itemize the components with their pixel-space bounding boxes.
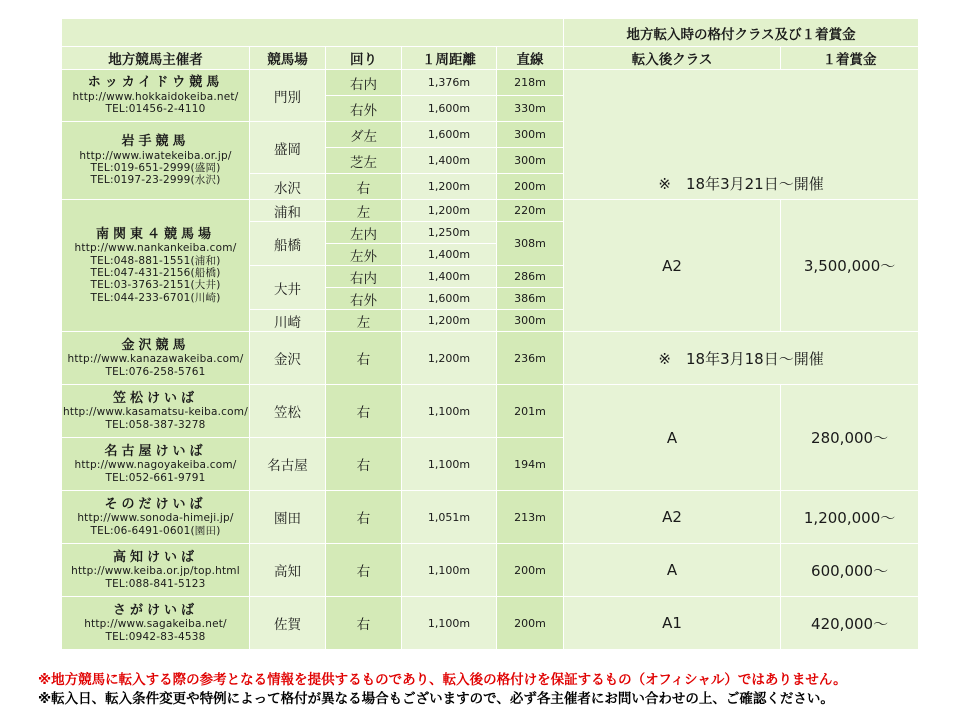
table-row — [62, 385, 919, 438]
prize-cell: 420,000～ — [781, 597, 919, 650]
kanazawa-note-cell: ※ 18年3月18日～開催 — [564, 332, 919, 385]
org-url: http://www.nagoyakeiba.com/ — [74, 459, 237, 472]
venue-cell: 大井 — [250, 266, 326, 310]
dist-cell: 1,051m — [402, 491, 497, 544]
dir-cell: 左内 — [326, 222, 402, 244]
org-tel: TEL:0197-23-2999(水沢) — [90, 174, 221, 187]
dir-cell: 芝左 — [326, 148, 402, 174]
org-url: http://www.kasamatsu-keiba.com/ — [63, 406, 248, 419]
org-name: 金沢競馬 — [121, 337, 190, 353]
org-name: 南関東４競馬場 — [95, 226, 215, 242]
dist-cell: 1,600m — [402, 288, 497, 310]
venue-cell: 笠松 — [250, 385, 326, 438]
class-cell: A — [564, 385, 781, 491]
dist-cell: 1,100m — [402, 438, 497, 491]
dist-cell: 1,200m — [402, 310, 497, 332]
dist-cell: 1,400m — [402, 244, 497, 266]
dist-cell: 1,376m — [402, 70, 497, 96]
venue-cell: 園田 — [250, 491, 326, 544]
col-header-dir: 回り — [326, 47, 402, 70]
prize-cell: 1,200,000～ — [781, 491, 919, 544]
org-tel: TEL:06-6491-0601(園田) — [90, 524, 221, 537]
straight-cell: 300m — [497, 148, 564, 174]
dist-cell: 1,400m — [402, 148, 497, 174]
prize-cell: 280,000～ — [781, 385, 919, 491]
dist-cell: 1,100m — [402, 385, 497, 438]
straight-cell: 386m — [497, 288, 564, 310]
straight-cell: 218m — [497, 70, 564, 96]
class-cell: A1 — [564, 597, 781, 650]
org-url: http://www.sonoda-himeji.jp/ — [77, 512, 234, 525]
dir-cell: 右 — [326, 491, 402, 544]
dir-cell: ダ左 — [326, 122, 402, 148]
dir-cell: 右 — [326, 332, 402, 385]
col-header-straight: 直線 — [497, 47, 564, 70]
straight-cell: 300m — [497, 310, 564, 332]
dist-cell: 1,600m — [402, 122, 497, 148]
dir-cell: 右内 — [326, 70, 402, 96]
org-cell — [62, 491, 250, 544]
table-row — [62, 332, 919, 385]
venue-cell: 名古屋 — [250, 438, 326, 491]
venue-cell: 水沢 — [250, 174, 326, 200]
dir-cell: 右 — [326, 438, 402, 491]
org-name: そのだけいば — [104, 496, 207, 512]
dist-cell: 1,100m — [402, 544, 497, 597]
table-row — [62, 70, 919, 96]
org-tel: TEL:044-233-6701(川崎) — [90, 291, 221, 304]
straight-cell: 220m — [497, 200, 564, 222]
dist-cell: 1,200m — [402, 200, 497, 222]
dir-cell: 右 — [326, 385, 402, 438]
dir-cell: 左外 — [326, 244, 402, 266]
dir-cell: 右外 — [326, 96, 402, 122]
org-tel: TEL:048-881-1551(浦和) — [90, 254, 221, 267]
org-name: さがけいば — [112, 602, 198, 618]
org-url: http://www.sagakeiba.net/ — [84, 618, 227, 631]
dist-cell: 1,100m — [402, 597, 497, 650]
straight-cell: 286m — [497, 266, 564, 288]
caution-note: ※転入日、転入条件変更や特例によって格付が異なる場合もございますので、必ず各主催者にお問い合わせの上、ご確認ください。 — [38, 691, 834, 707]
org-name: 岩手競馬 — [121, 134, 190, 150]
venue-cell: 浦和 — [250, 200, 326, 222]
org-tel: TEL:019-651-2999(盛岡) — [90, 161, 221, 174]
col-header-prize: １着賞金 — [781, 47, 919, 70]
org-url: http://www.kanazawakeiba.com/ — [67, 353, 244, 366]
table-row — [62, 597, 919, 650]
org-name: 高知けいば — [112, 549, 198, 565]
col-header-org: 地方競馬主催者 — [62, 47, 250, 70]
dir-cell: 左 — [326, 310, 402, 332]
straight-cell: 201m — [497, 385, 564, 438]
straight-cell: 330m — [497, 96, 564, 122]
org-tel: TEL:03-3763-2151(大井) — [90, 279, 221, 292]
racecourse-table — [61, 18, 919, 650]
org-cell — [62, 70, 250, 122]
venue-cell: 金沢 — [250, 332, 326, 385]
org-name: ホッカイドウ競馬 — [87, 75, 224, 91]
venue-cell: 盛岡 — [250, 122, 326, 174]
venue-cell: 川崎 — [250, 310, 326, 332]
straight-cell: 200m — [497, 544, 564, 597]
dir-cell: 右 — [326, 174, 402, 200]
header-row — [62, 47, 919, 70]
org-cell — [62, 544, 250, 597]
straight-cell: 213m — [497, 491, 564, 544]
col-header-dist: １周距離 — [402, 47, 497, 70]
org-cell — [62, 438, 250, 491]
dist-cell: 1,200m — [402, 332, 497, 385]
dir-cell: 右 — [326, 544, 402, 597]
table-row — [62, 544, 919, 597]
org-url: http://www.keiba.or.jp/top.html — [71, 565, 240, 578]
col-header-venue: 競馬場 — [250, 47, 326, 70]
dir-cell: 左 — [326, 200, 402, 222]
dist-cell: 1,400m — [402, 266, 497, 288]
header-row-group — [62, 19, 919, 47]
org-name: 名古屋けいば — [104, 443, 207, 459]
class-cell: A — [564, 544, 781, 597]
table-row — [62, 491, 919, 544]
venue-cell: 佐賀 — [250, 597, 326, 650]
dir-cell: 右外 — [326, 288, 402, 310]
venue-cell: 船橋 — [250, 222, 326, 266]
org-cell — [62, 332, 250, 385]
straight-cell: 194m — [497, 438, 564, 491]
org-name: 笠松けいば — [112, 390, 198, 406]
straight-cell: 300m — [497, 122, 564, 148]
straight-cell: 236m — [497, 332, 564, 385]
dir-cell: 右 — [326, 597, 402, 650]
straight-cell: 308m — [497, 222, 564, 266]
dir-cell: 右内 — [326, 266, 402, 288]
dist-cell: 1,200m — [402, 174, 497, 200]
org-tel: TEL:01456-2-4110 — [105, 103, 206, 116]
table-row — [62, 200, 919, 222]
straight-cell: 200m — [497, 597, 564, 650]
group-title: 地方転入時の格付クラス及び１着賞金 — [564, 19, 919, 47]
org-cell — [62, 200, 250, 332]
prize-cell: 3,500,000～ — [781, 200, 919, 332]
dist-cell: 1,600m — [402, 96, 497, 122]
org-cell — [62, 597, 250, 650]
org-url: http://www.iwatekeiba.or.jp/ — [79, 149, 232, 162]
org-tel: TEL:088-841-5123 — [105, 577, 206, 590]
iwate-note-cell: ※ 18年3月21日～開催 — [564, 70, 919, 200]
class-cell: A2 — [564, 200, 781, 332]
org-tel: TEL:052-661-9791 — [105, 471, 206, 484]
org-url: http://www.hokkaidokeiba.net/ — [72, 90, 239, 103]
col-header-class: 転入後クラス — [564, 47, 781, 70]
org-cell — [62, 385, 250, 438]
venue-cell: 高知 — [250, 544, 326, 597]
disclaimer-note: ※地方競馬に転入する際の参考となる情報を提供するものであり、転入後の格付けを保証するもの（オフィシャル）ではありません。 — [38, 672, 847, 688]
class-cell: A2 — [564, 491, 781, 544]
org-url: http://www.nankankeiba.com/ — [74, 242, 237, 255]
dist-cell: 1,250m — [402, 222, 497, 244]
venue-cell: 門別 — [250, 70, 326, 122]
org-tel: TEL:058-387-3278 — [105, 418, 206, 431]
org-tel: TEL:0942-83-4538 — [105, 630, 206, 643]
org-tel: TEL:076-258-5761 — [105, 365, 206, 378]
org-tel: TEL:047-431-2156(船橋) — [90, 266, 221, 279]
org-cell — [62, 122, 250, 200]
prize-cell: 600,000～ — [781, 544, 919, 597]
straight-cell: 200m — [497, 174, 564, 200]
